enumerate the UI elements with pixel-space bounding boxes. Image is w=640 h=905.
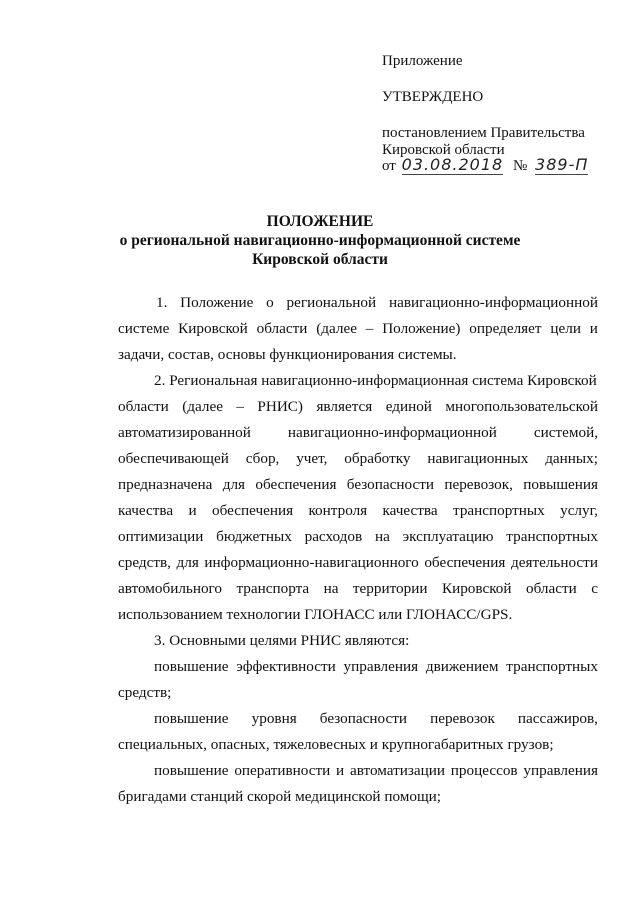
number-label: № (512, 158, 528, 174)
p1-line-3: задачи, состав, основы функционирования системы. (118, 346, 457, 363)
p2-line-2: области (далее – РНИС) является единой многопользовательской (118, 398, 598, 415)
approved-label: УТВЕРЖДЕНО (382, 89, 484, 105)
date-number-line (382, 156, 588, 175)
handwritten-date: 03.08.2018 (401, 155, 504, 174)
decree-line-1: постановлением Правительства (382, 125, 585, 141)
goal-2-line-2: специальных, опасных, тяжеловесных и крупногабаритных грузов; (118, 736, 554, 753)
p2-line-7: оптимизации бюджетных расходов на эксплуатацию транспортных (118, 528, 598, 545)
doc-subtitle-2: Кировской области (252, 251, 388, 268)
goal-3-line-1: повышение оперативности и автоматизации процессов управления (154, 762, 598, 779)
appendix-label: Приложение (382, 53, 463, 69)
p1-line-2: системе Кировской области (далее – Положение) определяет цели и (118, 320, 598, 337)
p2-line-10: использованием технологии ГЛОНАСС или ГЛОНАСС/GPS. (118, 606, 513, 623)
doc-subtitle-1: о региональной навигационно-информационной системе (119, 232, 521, 249)
goal-2-line-1: повышение уровня безопасности перевозок пассажиров, (154, 710, 598, 727)
from-label: от (382, 158, 396, 174)
goal-1-line-1: повышение эффективности управления движением транспортных (154, 658, 598, 675)
doc-title: ПОЛОЖЕНИЕ (266, 213, 374, 230)
goal-1-line-2: средств; (118, 684, 172, 701)
p2-line-4: обеспечивающей сбор, учет, обработку навигационных данных; (118, 450, 598, 467)
p1-line-1: 1. Положение о региональной навигационно-информационной (156, 294, 598, 311)
p2-line-8: средств, для информационно-навигационного обеспечения деятельности (118, 554, 598, 571)
p2-line-1: 2. Региональная навигационно-информационная система Кировской (154, 372, 597, 389)
handwritten-number: 389-П (535, 155, 589, 174)
p2-line-3: автоматизированной навигационно-информационной системой, (118, 424, 598, 441)
p3-line-1: 3. Основными целями РНИС являются: (154, 632, 410, 649)
goal-3-line-2: бригадами станций скорой медицинской помощи; (118, 788, 442, 805)
p2-line-5: предназначена для обеспечения безопасности перевозок, повышения (118, 476, 598, 493)
p2-line-9: автомобильного транспорта на территории Кировской области с (118, 580, 598, 597)
p2-line-6: качества и обеспечения контроля качества транспортных услуг, (118, 502, 598, 519)
decree-line-2: Кировской области (382, 142, 505, 158)
